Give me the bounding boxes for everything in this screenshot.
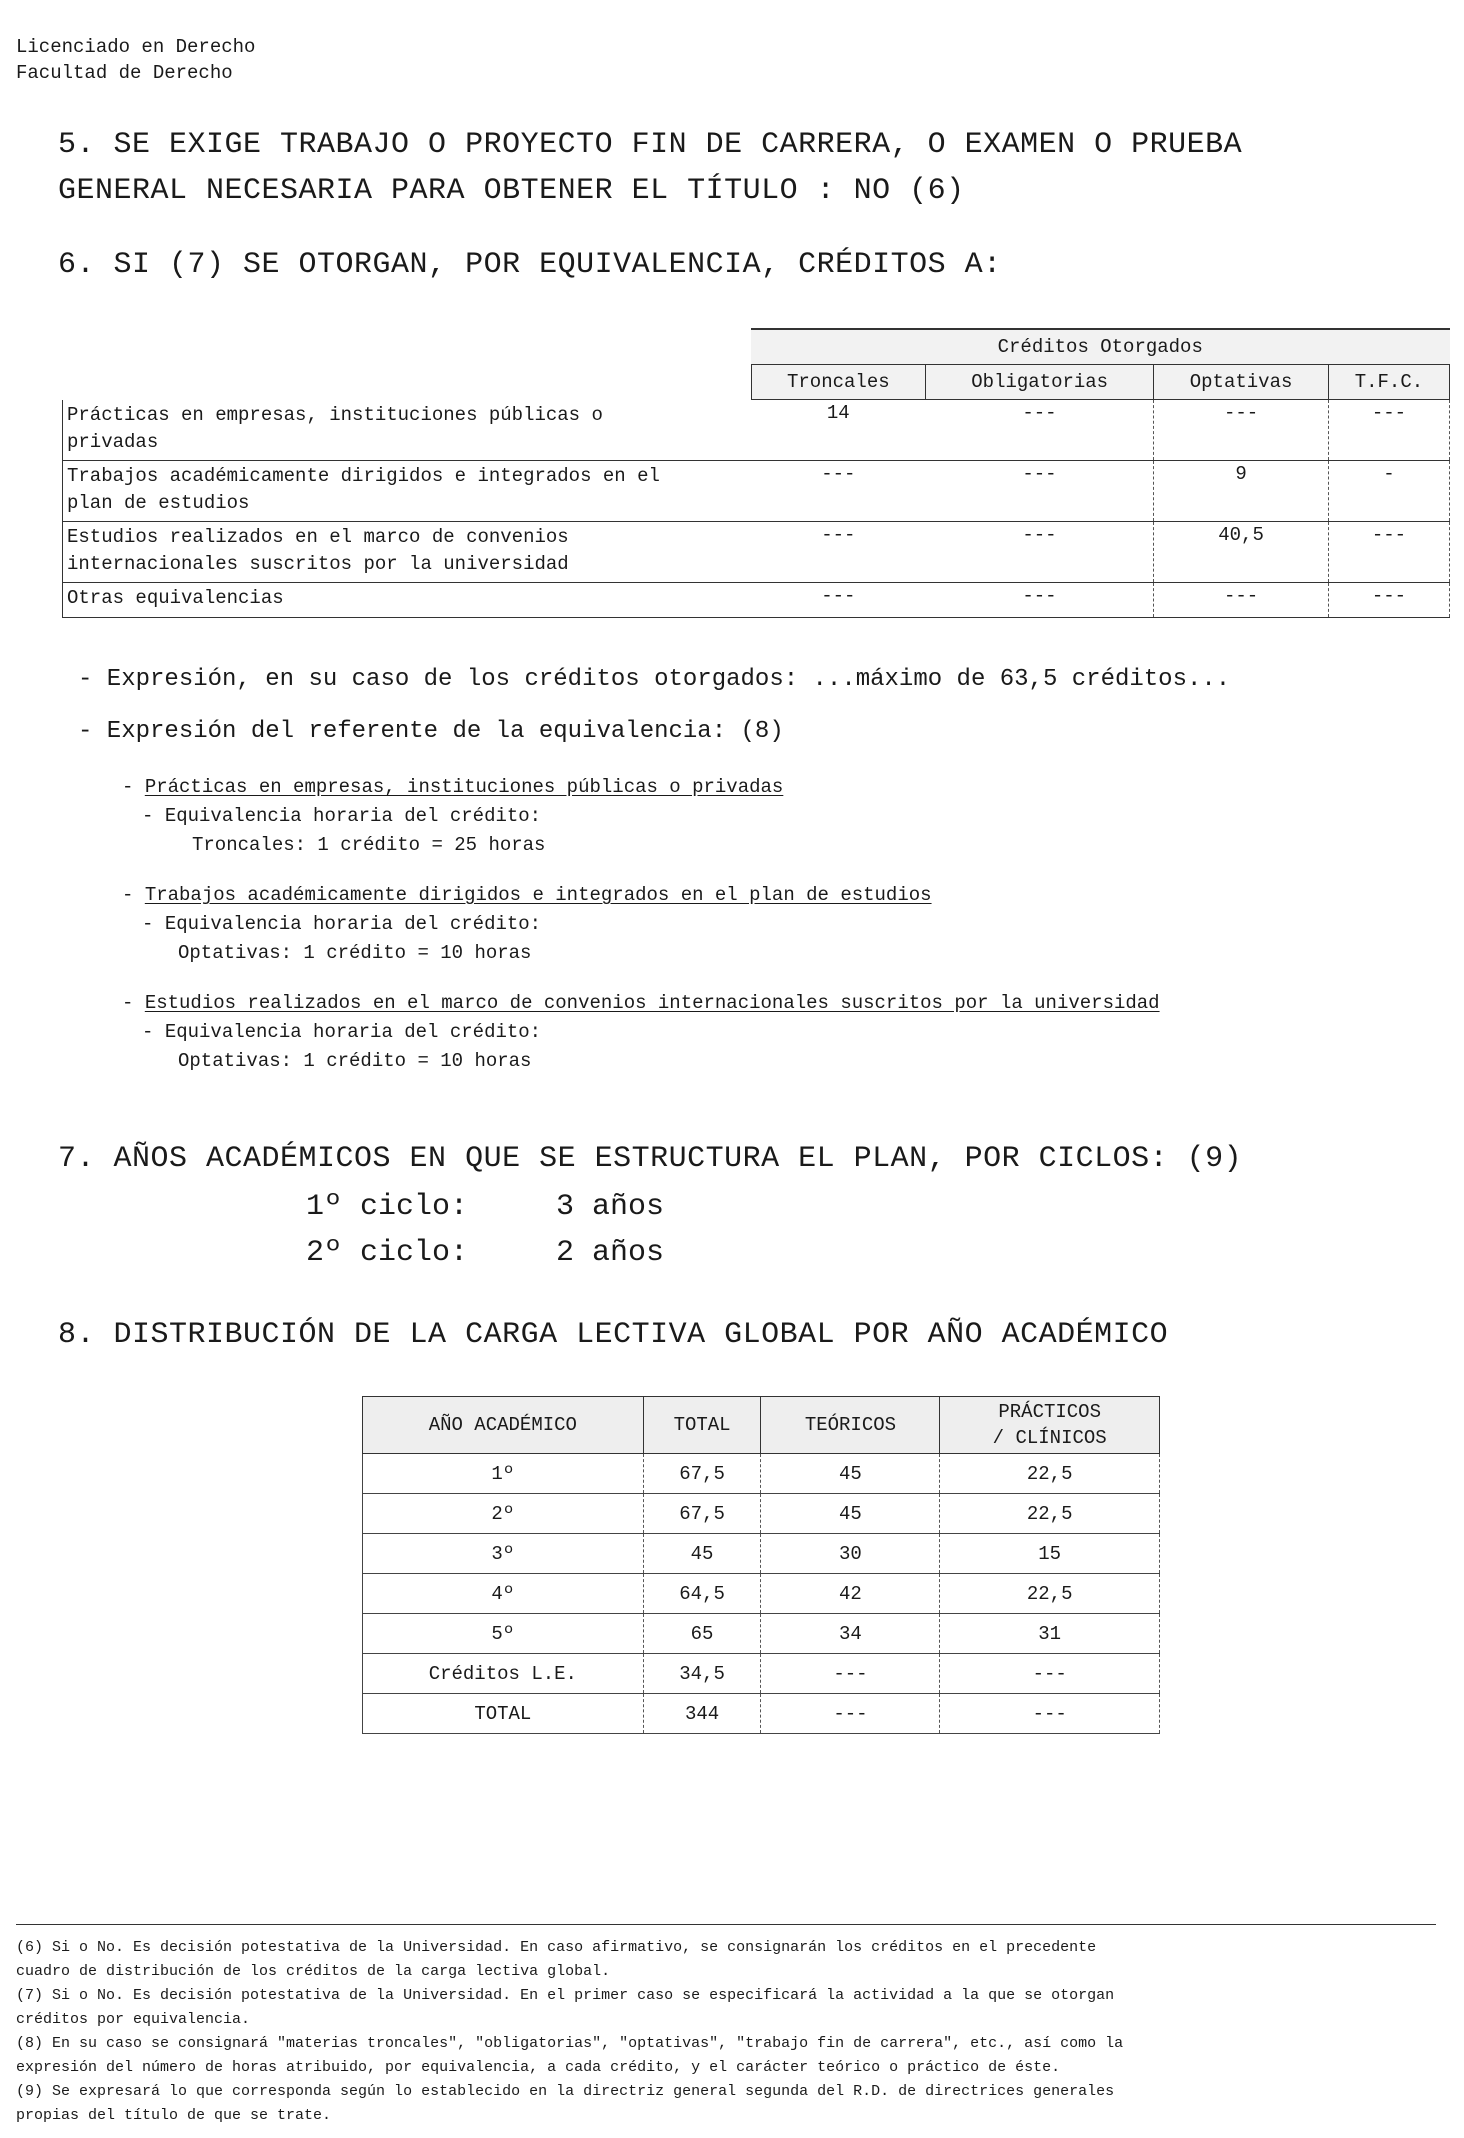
col-total: TOTAL [643,1397,761,1454]
item-1-detail: Troncales: 1 crédito = 25 horas [192,834,546,856]
row-label: Otras equivalencias [67,587,284,609]
cell-practice: --- [940,1654,1160,1694]
col-theory: TEÓRICOS [761,1397,940,1454]
cell-value: --- [751,522,926,583]
cell-theory: 34 [761,1614,940,1654]
cell-practice: 15 [940,1534,1160,1574]
cell-year: 4º [363,1574,644,1614]
header-faculty: Facultad de Derecho [16,62,233,84]
cycle1-value: 3 años [556,1190,665,1224]
table-row [363,1574,1160,1614]
cell-practice: 22,5 [940,1574,1160,1614]
cell-value: --- [926,583,1154,618]
credits-granted-header: Créditos Otorgados [751,329,1450,365]
col-troncales: Troncales [751,365,926,400]
item-1-sub: - Equivalencia horaria del crédito: [142,805,542,827]
section5-line2: GENERAL NECESARIA PARA OBTENER EL TÍTULO : NO (6) [58,174,965,208]
col-optativas: Optativas [1154,365,1329,400]
row-label: privadas [67,430,159,453]
item-2-sub: - Equivalencia horaria del crédito: [142,913,542,935]
table-row [363,1454,1160,1494]
cell-total: 65 [643,1614,761,1654]
cell-theory: 42 [761,1574,940,1614]
table-row [63,522,1450,583]
table-row [363,1614,1160,1654]
table-row [363,1694,1160,1734]
equivalence-reference: - Expresión del referente de la equivalencia: (8) [78,718,784,745]
section5-line1: 5. SE EXIGE TRABAJO O PROYECTO FIN DE CARRERA, O EXAMEN O PRUEBA [58,128,1243,162]
cell-theory: 45 [761,1454,940,1494]
cell-value: 40,5 [1154,522,1329,583]
cell-value: --- [926,400,1154,461]
item-2-detail: Optativas: 1 crédito = 10 horas [178,942,532,964]
cycle1-label: 1º ciclo: [306,1190,469,1224]
teaching-load-table [362,1396,1160,1734]
cell-total: 45 [643,1534,761,1574]
cell-practice: --- [940,1694,1160,1734]
header-degree: Licenciado en Derecho [16,36,256,58]
cell-total: 67,5 [643,1454,761,1494]
cell-value: --- [926,461,1154,522]
cell-value: --- [1328,400,1449,461]
cell-year: 5º [363,1614,644,1654]
table-row [63,461,1450,522]
cell-total: 64,5 [643,1574,761,1614]
cell-value: --- [1154,400,1329,461]
cell-value: --- [751,461,926,522]
footnote-line: (6) Si o No. Es decisión potestativa de la Universidad. En caso afirmativo, se consignarán los créditos en el precedente [16,1939,1097,1956]
item-2-title: - Trabajos académicamente dirigidos e integrados en el plan de estudios [122,884,932,906]
item-3-detail: Optativas: 1 crédito = 10 horas [178,1050,532,1072]
section8-title: 8. DISTRIBUCIÓN DE LA CARGA LECTIVA GLOBAL POR AÑO ACADÉMICO [58,1318,1169,1352]
table-row [363,1494,1160,1534]
cell-practice: 31 [940,1614,1160,1654]
row-label: Estudios realizados en el marco de convenios [67,526,569,548]
row-label: Prácticas en empresas, instituciones públicas o [67,403,603,426]
cell-year: 2º [363,1494,644,1534]
cell-value: --- [1154,583,1329,618]
footnote-line: (9) Se expresará lo que corresponda según lo establecido en la directriz general segunda del R.D. de directrices generales [16,2083,1115,2100]
cell-year: TOTAL [363,1694,644,1734]
table-row [363,1534,1160,1574]
cell-theory: 45 [761,1494,940,1534]
footnote-divider [16,1924,1436,1925]
cell-value: 9 [1154,461,1329,522]
item-3-sub: - Equivalencia horaria del crédito: [142,1021,542,1043]
cell-year: 1º [363,1454,644,1494]
cell-value: --- [1328,522,1449,583]
table-row [63,583,1450,618]
row-label: internacionales suscritos por la universidad [67,553,569,575]
section7-title: 7. AÑOS ACADÉMICOS EN QUE SE ESTRUCTURA EL PLAN, POR CICLOS: (9) [58,1142,1243,1176]
footnote-line: (8) En su caso se consignará "materias troncales", "obligatorias", "optativas", "trabajo fin de carrera", etc., así como la [16,2035,1124,2052]
cell-value: 14 [751,400,926,461]
footnote-line: propias del título de que se trate. [16,2107,332,2124]
cycle2-label: 2º ciclo: [306,1236,469,1270]
cell-total: 67,5 [643,1494,761,1534]
cell-year: 3º [363,1534,644,1574]
col-tfc: T.F.C. [1328,365,1449,400]
cell-total: 344 [643,1694,761,1734]
cell-theory: --- [761,1654,940,1694]
col-obligatorias: Obligatorias [926,365,1154,400]
cell-value: --- [751,583,926,618]
cell-theory: --- [761,1694,940,1734]
cell-value: --- [1328,583,1449,618]
item-3-title: - Estudios realizados en el marco de convenios internacionales suscritos por la universidad [122,992,1160,1014]
credits-expression: - Expresión, en su caso de los créditos otorgados: ...máximo de 63,5 créditos... [78,666,1231,693]
table-row [363,1654,1160,1694]
footnote-line: expresión del número de horas atribuido, por equivalencia, a cada crédito, y el carácter teórico o práctico de éste. [16,2059,1061,2076]
row-label: plan de estudios [67,492,250,514]
section6-title: 6. SI (7) SE OTORGAN, POR EQUIVALENCIA, CRÉDITOS A: [58,248,1002,282]
cell-value: --- [926,522,1154,583]
table-row [63,400,1450,461]
item-1-title: - Prácticas en empresas, instituciones públicas o privadas [122,776,784,798]
cell-practice: 22,5 [940,1494,1160,1534]
cell-year: Créditos L.E. [363,1654,644,1694]
col-practice: PRÁCTICOS / CLÍNICOS [940,1397,1160,1454]
footnote-line: (7) Si o No. Es decisión potestativa de la Universidad. En el primer caso se especificará la actividad a la que se otorgan [16,1987,1115,2004]
cycle2-value: 2 años [556,1236,665,1270]
footnote-line: cuadro de distribución de los créditos de la carga lectiva global. [16,1963,611,1980]
row-label: Trabajos académicamente dirigidos e integrados en el [67,465,660,487]
footnote-line: créditos por equivalencia. [16,2011,251,2028]
col-academic-year: AÑO ACADÉMICO [363,1397,644,1454]
cell-total: 34,5 [643,1654,761,1694]
cell-value: - [1328,461,1449,522]
cell-practice: 22,5 [940,1454,1160,1494]
equivalence-credits-table [62,328,1450,618]
cell-theory: 30 [761,1534,940,1574]
